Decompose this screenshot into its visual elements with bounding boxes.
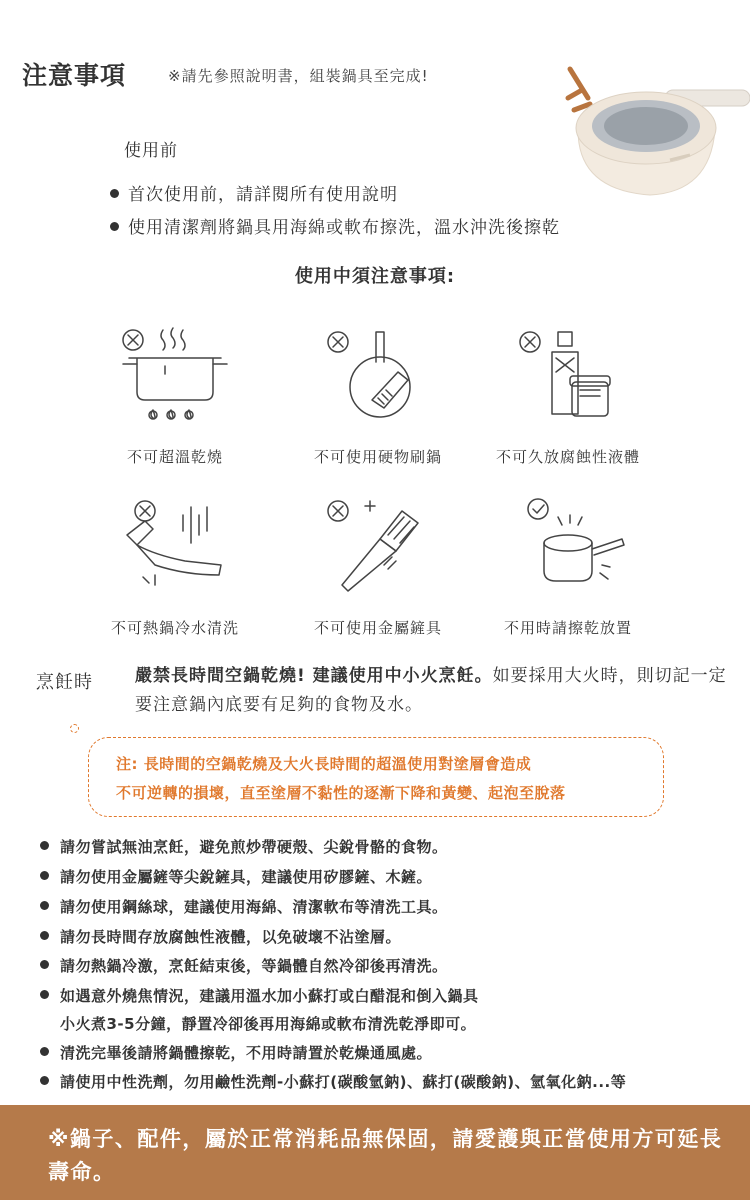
dry-storage-pot-icon xyxy=(510,495,630,605)
before-use-item xyxy=(110,180,398,205)
warning-box xyxy=(88,737,664,817)
bullet-dot xyxy=(40,1047,49,1056)
rule-text: 請勿熱鍋冷激，烹飪結束後，等鍋體自然冷卻後再清洗。 xyxy=(60,957,448,975)
rule-item xyxy=(40,896,448,917)
rule-text: 請勿使用鋼絲球，建議使用海綿、清潔軟布等清洗工具。 xyxy=(60,898,448,916)
hot-pan-cold-water-icon xyxy=(115,495,235,605)
rule-continuation: 小火煮3-5分鐘，靜置冷卻後再用海綿或軟布清洗乾淨即可。 xyxy=(60,1015,477,1033)
icon-label: 不可久放腐蝕性液體 xyxy=(495,448,640,466)
bullet-dot xyxy=(110,222,119,231)
rule-item xyxy=(40,836,448,857)
rule-item xyxy=(40,926,401,947)
rule-item xyxy=(40,1042,432,1063)
bullet-dot xyxy=(40,960,49,969)
cooking-text xyxy=(135,662,735,720)
rule-text: 請勿嘗試無油烹飪，避免煎炒帶硬殼、尖銳骨骼的食物。 xyxy=(60,838,448,856)
bullet-dot xyxy=(110,189,119,198)
icon-label: 不可使用金屬鏟具 xyxy=(313,619,442,637)
bullet-dot xyxy=(40,1076,49,1085)
rule-text: 請勿使用金屬鏟等尖銳鏟具，建議使用矽膠鏟、木鏟。 xyxy=(60,868,433,886)
hard-brush-pan-icon xyxy=(318,322,438,432)
during-use-title: 使用中須注意事項: xyxy=(294,266,456,287)
icon-label: 不可超溫乾燒 xyxy=(126,448,223,466)
bullet-dot xyxy=(40,931,49,940)
icon-label: 不用時請擦乾放置 xyxy=(503,619,632,637)
cooking-normal-text: 如要採用大火時，則切記一定要注意鍋內底要有足夠的食物及水。 xyxy=(135,666,727,715)
rule-item xyxy=(40,955,448,976)
bullet-dot xyxy=(40,841,49,850)
footer-banner xyxy=(0,1105,750,1200)
warning-line-1: 注: 長時間的空鍋乾燒及大火長時間的超溫使用對塗層會造成 xyxy=(116,755,532,773)
decorative-dot xyxy=(70,724,79,733)
before-use-label: 使用前 xyxy=(124,141,178,161)
corrosive-liquid-icon xyxy=(510,322,630,432)
cooking-label: 烹飪時 xyxy=(36,672,93,693)
rule-text: 請使用中性洗劑，勿用鹼性洗劑-小蘇打(碳酸氫鈉)、蘇打(碳酸鈉)、氫氧化鈉...等 xyxy=(60,1073,627,1091)
rule-item xyxy=(40,985,479,1006)
bullet-dot xyxy=(40,871,49,880)
before-use-item xyxy=(110,213,560,238)
rule-item xyxy=(40,1071,626,1092)
saucepan-product-icon xyxy=(550,60,750,210)
rule-text: 請勿長時間存放腐蝕性液體，以免破壞不沾塗層。 xyxy=(60,928,402,946)
before-use-item-text: 首次使用前，請詳閱所有使用說明 xyxy=(128,185,398,205)
icon-label: 不可熱鍋冷水清洗 xyxy=(110,619,239,637)
page-title: 注意事項 xyxy=(22,61,127,90)
footer-text: ※鍋子、配件，屬於正常消耗品無保固，請愛護與正當使用方可延長壽命。 xyxy=(48,1127,723,1184)
page-subtitle: ※請先參照說明書，組裝鍋具至完成! xyxy=(168,67,429,85)
overheat-pot-icon xyxy=(115,322,235,432)
bullet-dot xyxy=(40,901,49,910)
rule-item xyxy=(40,866,432,887)
rule-text: 清洗完畢後請將鍋體擦乾，不用時請置於乾燥通風處。 xyxy=(60,1044,433,1062)
cooking-bold-text: 嚴禁長時間空鍋乾燒! 建議使用中小火烹飪。 xyxy=(135,666,493,686)
rule-text: 如遇意外燒焦情況，建議用溫水加小蘇打或白醋混和倒入鍋具 xyxy=(60,987,479,1005)
bullet-dot xyxy=(40,990,49,999)
warning-line-2: 不可逆轉的損壞，直至塗層不黏性的逐漸下降和黃變、起泡至脫落 xyxy=(116,784,566,802)
icon-label: 不可使用硬物刷鍋 xyxy=(313,448,442,466)
before-use-item-text: 使用清潔劑將鍋具用海綿或軟布擦洗，溫水沖洗後擦乾 xyxy=(128,218,560,238)
metal-spatula-icon xyxy=(318,495,438,605)
